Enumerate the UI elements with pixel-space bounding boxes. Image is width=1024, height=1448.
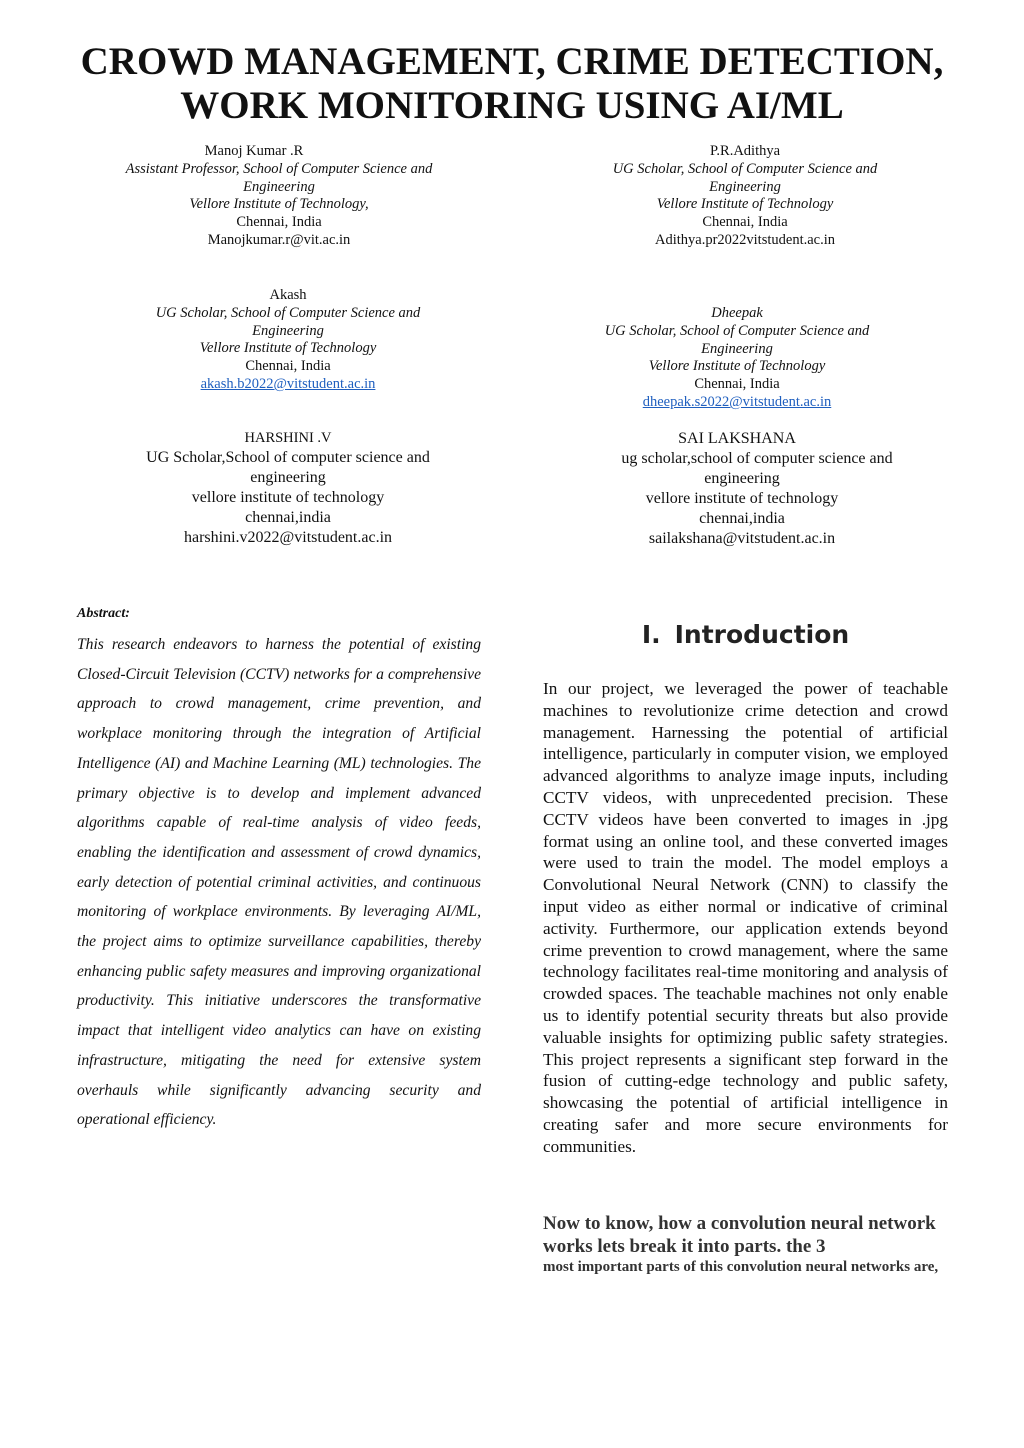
author-location: chennai,india — [699, 510, 785, 527]
author-name: Manoj Kumar .R — [204, 143, 304, 159]
author-affiliation: UG Scholar, School of Computer Science and — [604, 322, 870, 339]
author-location: Chennai, India — [236, 214, 322, 231]
cnn-intro-bold-tail: most important parts of this convolution neural networks are, — [543, 1259, 939, 1275]
author-email: Manojkumar.r@vit.ac.in — [207, 231, 351, 248]
author-location: Chennai, India — [702, 214, 788, 231]
author-name: Akash — [269, 287, 307, 303]
paper-title-line-2: WORK MONITORING USING AI/ML — [180, 84, 844, 127]
section-heading-introduction — [543, 617, 948, 653]
author-affiliation: UG Scholar, School of Computer Science and — [612, 160, 878, 177]
paper-title-line-1: CROWD MANAGEMENT, CRIME DETECTION, — [80, 40, 944, 83]
author-location: Chennai, India — [245, 358, 331, 375]
author-block-dheepak — [547, 305, 927, 412]
author-affiliation-cont: engineering — [250, 469, 326, 486]
author-institute: Vellore Institute of Technology — [199, 340, 377, 357]
cnn-intro-bold-lead: Now to know, how a convolution neural network works lets break it into parts. the 3 — [543, 1213, 936, 1257]
section-title: Introduction — [674, 620, 850, 649]
author-block-sai-lakshana — [562, 429, 952, 549]
author-block-manoj — [89, 143, 469, 250]
introduction-text: In our project, we leveraged the power of teachable machines to revolutionize crime detection and crowd management. Harnessing the potential of artificial intelligence, particularly in computer vision, we employed advanced algorithms to analyze image inputs, including CCTV videos, with unprecedented precision. These CCTV videos have been converted to images in .jpg format using an online tool, and these converted images were used to train the model. The model employs a Convolutional Neural Network (CNN) to classify the input video as either normal or indicative of criminal activity. Furthermore, our application extends beyond crime prevention to crowd management, where the same technology facilitates real-time monitoring and analysis of crowded spaces. The teachable machines not only enable us to identify potential security threats but also provide valuable insights for optimizing public safety strategies. This project represents a significant step forward in the fusion of cutting-edge technology and public safety, showcasing the potential of artificial intelligence in creating safer and more secure environments for communities. — [543, 679, 948, 1156]
author-block-harshini — [98, 428, 478, 548]
author-email: harshini.v2022@vitstudent.ac.in — [183, 529, 393, 546]
author-affiliation: UG Scholar, School of Computer Science and — [155, 304, 421, 321]
author-name: Dheepak — [711, 305, 763, 321]
author-name: SAI LAKSHANA — [678, 430, 796, 447]
author-affiliation-cont: Engineering — [252, 322, 324, 339]
author-email: sailakshana@vitstudent.ac.in — [648, 530, 836, 547]
author-block-akash — [98, 287, 478, 394]
author-institute: vellore institute of technology — [191, 489, 385, 506]
section-number: I. — [641, 620, 661, 649]
author-affiliation: Assistant Professor, School of Computer Science and — [125, 160, 433, 177]
author-affiliation-cont: Engineering — [243, 178, 315, 195]
author-location: chennai,india — [245, 509, 331, 526]
author-institute: Vellore Institute of Technology, — [189, 196, 369, 213]
author-affiliation-cont: Engineering — [701, 340, 773, 357]
author-institute: vellore institute of technology — [645, 490, 839, 507]
author-affiliation: ug scholar,school of computer science and — [621, 450, 893, 467]
author-affiliation: UG Scholar,School of computer science and — [146, 449, 430, 466]
paper-title — [0, 40, 1024, 128]
author-block-adithya — [555, 143, 935, 250]
author-institute: Vellore Institute of Technology — [648, 358, 826, 375]
author-email: Adithya.pr2022vitstudent.ac.in — [654, 231, 835, 248]
abstract-text: This research endeavors to harness the potential of existing Closed-Circuit Television (CCTV) networks for a comprehensive approach to crowd management, crime prevention, and workplace monitoring through the integration of Artificial Intelligence (AI) and Machine Learning (ML) technologies. The primary objective is to develop and implement advanced algorithms capable of real-time analysis of video feeds, enabling the identification and assessment of crowd dynamics, early detection of potential criminal activities, and continuous monitoring of workplace environments. By leveraging AI/ML, the project aims to optimize surveillance capabilities, thereby enhancing public safety measures and improving organizational productivity. This initiative underscores the transformative impact that intelligent video analytics can have on existing infrastructure, mitigating the need for extensive system overhauls while significantly advancing security and operational efficiency. — [77, 636, 481, 1129]
author-affiliation-cont: engineering — [704, 470, 780, 487]
author-email-link[interactable]: dheepak.s2022@vitstudent.ac.in — [642, 393, 832, 410]
author-name: HARSHINI .V — [244, 430, 332, 446]
author-affiliation-cont: Engineering — [709, 178, 781, 195]
author-institute: Vellore Institute of Technology — [656, 196, 834, 213]
abstract-label: Abstract: — [77, 606, 130, 621]
author-name: P.R.Adithya — [709, 143, 781, 159]
author-email-link[interactable]: akash.b2022@vitstudent.ac.in — [200, 375, 376, 392]
author-location: Chennai, India — [694, 376, 780, 393]
